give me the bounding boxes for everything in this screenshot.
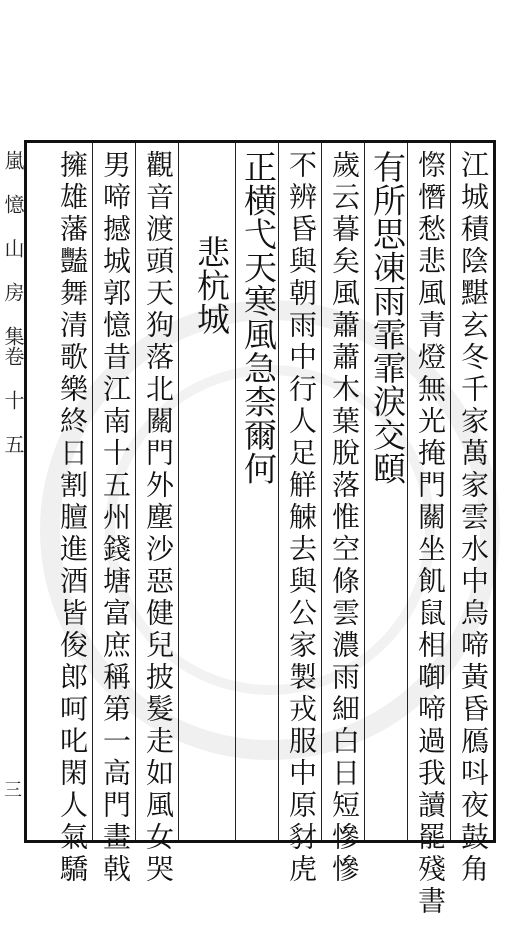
book-title: 嵐 憶 山 房 集: [1, 150, 25, 346]
text-column: 有所思凍雨霏霏淚交頤: [368, 150, 407, 485]
volume-label: 卷 十 五: [1, 346, 25, 454]
text-column: 男啼撼城郭憶昔江南十五州錢塘富庶稱第一高門畫戟: [99, 150, 132, 886]
text-column: 擁雄藩豔舞清歌樂終日割膻進酒皆俊郎呵叱閑人氣驕: [56, 150, 89, 886]
poem-title: 悲杭城: [192, 235, 231, 336]
column-rule: [235, 143, 236, 840]
text-column: 不辨昏與朝雨中行人足觧觫去與公家製戎服中原豺虎: [285, 150, 318, 886]
text-column: 江城積陰黮玄冬千家萬家雲水中烏啼黃昏鴈呌夜鼓角: [457, 150, 490, 886]
page-frame-top: [24, 140, 496, 143]
text-column: 憏憯愁悲風青燈無光掩門關坐飢鼠相啣啼過我讀罷殘書: [414, 150, 447, 918]
margin-book-title: [2, 150, 24, 454]
text-column: 觀音渡頭天狗落北關門外塵沙惡健兒披髮走如風女哭: [142, 150, 175, 886]
text-column: 正横弋天寒風急柰爾何: [239, 150, 278, 485]
page-number: 三: [1, 780, 22, 798]
text-column: 歲云暮矣風蕭蕭木葉脫落惟空條雲濃雨細白日短慘慘: [328, 150, 361, 886]
